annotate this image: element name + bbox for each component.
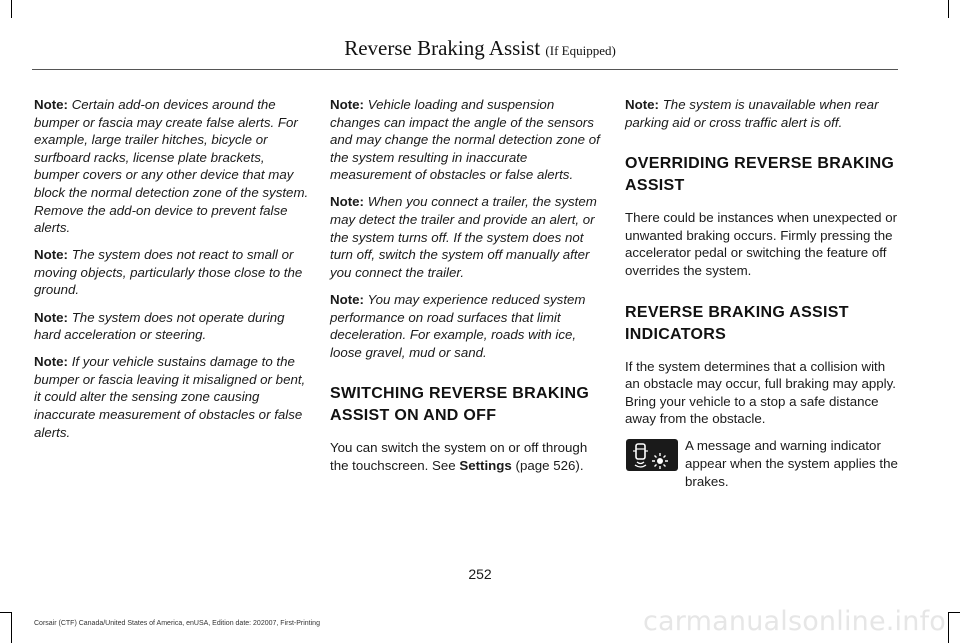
watermark: carmanualsonline.info [643,606,946,637]
footer-text: Corsair (CTF) Canada/United States of America, enUSA, Edition date: 202007, First-Printing [34,620,320,627]
note-paragraph: Note: When you connect a trailer, the system may detect the trailer and provide an alert, or the system turns off. If the system does not turn off, switch the system off manually after you connect the trailer. [330,194,597,280]
page-subtitle: (If Equipped) [545,43,616,58]
crop-mark [948,0,949,18]
crop-mark [948,612,949,643]
note-paragraph: Note: Certain add-on devices around the bumper or fascia may create false alerts. For example, large trailer hitches, bicycle or surfboard racks, license plate brackets, bumper covers or any other device that may block the normal detection zone of the system. Remove the add-on device to prevent false alerts. [34,97,309,236]
section-heading: OVERRIDING REVERSE BRAKING ASSIST [625,155,895,195]
page-title: Reverse Braking Assist [344,36,541,60]
column-2 [330,96,605,484]
indicator-row [625,437,900,497]
settings-link[interactable]: Settings [459,457,512,473]
crop-mark [0,612,11,613]
note-paragraph: Note: If your vehicle sustains damage to the bumper or fascia leaving it misaligned or bent, it could alter the sensing zone causing inaccurate measurement of obstacles or false alerts. [34,354,306,440]
note-paragraph: Note: The system does not operate during hard acceleration or steering. [34,309,285,343]
page-header [0,36,960,61]
crop-mark [949,612,960,613]
body-paragraph: There could be instances when unexpected or unwanted braking occurs. Firmly pressing the accelerator pedal or switching the feature off overrides the system. [625,210,898,278]
body-paragraph: You can switch the system on or off through the touchscreen. See Settings (page 526). [330,440,588,473]
crop-mark [11,0,12,18]
column-1 [34,96,309,451]
page-number: 252 [468,566,492,582]
column-3 [625,96,900,497]
note-paragraph: Note: Vehicle loading and suspension changes can impact the angle of the sensors and may change the normal detection zone of the system resulting in inaccurate measurement of obstacles or false alerts. [330,97,600,183]
crop-mark [11,612,12,643]
header-rule [32,69,898,70]
note-paragraph: Note: You may experience reduced system performance on road surfaces that limit deceleration. For example, roads with ice, loose gravel, mud or sand. [330,291,586,360]
section-heading: REVERSE BRAKING ASSIST INDICATORS [625,303,849,343]
note-paragraph: Note: The system is unavailable when rear parking aid or cross traffic alert is off. [625,97,879,130]
body-paragraph: If the system determines that a collision with an obstacle may occur, full braking may apply. Bring your vehicle to a stop a safe distance away from the obstacle. [625,358,896,427]
section-heading: SWITCHING REVERSE BRAKING ASSIST ON AND OFF [330,385,590,425]
note-paragraph: Note: The system does not react to small or moving objects, particularly those close to the ground. [34,247,303,298]
reverse-brake-assist-warning-icon [626,439,678,471]
indicator-description: A message and warning indicator appear when the system applies the brakes. [685,438,898,489]
